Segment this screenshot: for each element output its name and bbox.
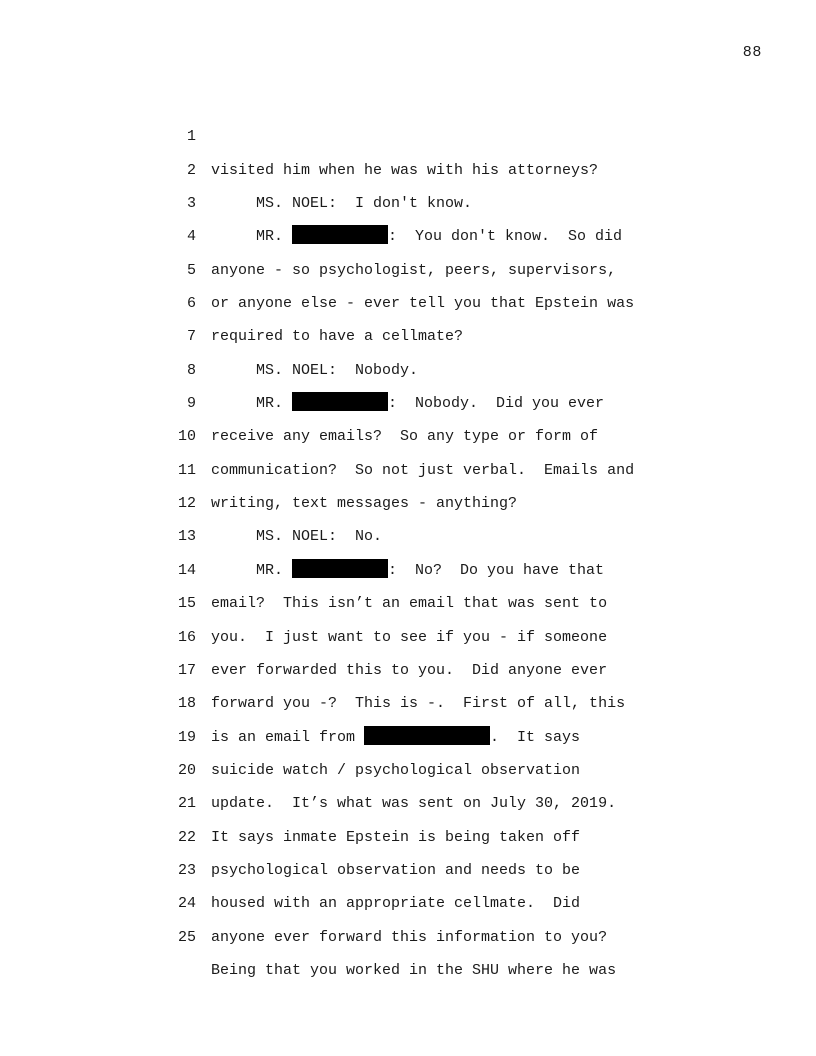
line-text: It says inmate Epstein is being taken off	[211, 828, 581, 846]
line-number: 9	[186, 395, 196, 413]
line-number: 13	[177, 528, 196, 546]
line-number: 20	[177, 761, 196, 779]
speaker-prefix: MR.	[211, 395, 293, 413]
line-number: 21	[177, 795, 196, 813]
line-text: communication? So not just verbal. Emails and	[211, 461, 635, 479]
line-number: 18	[177, 695, 196, 713]
line-number: 14	[177, 561, 196, 579]
line-number: 10	[177, 428, 196, 446]
line-number: 11	[177, 461, 196, 479]
line-number: 6	[186, 295, 196, 313]
line-remainder: . It says	[490, 728, 581, 746]
line-text: MS. NOEL: No.	[211, 528, 383, 546]
line-text: visited him when he was with his attorneys?	[211, 161, 599, 179]
line-number: 22	[177, 828, 196, 846]
line-text: receive any emails? So any type or form of	[211, 428, 599, 446]
line-number: 2	[186, 161, 196, 179]
line-text: update. It’s what was sent on July 30, 2019.	[211, 795, 617, 813]
line-remainder: : Nobody. Did you ever	[388, 395, 605, 413]
line-text: ever forwarded this to you. Did anyone ever	[211, 661, 608, 679]
line-text: required to have a cellmate?	[211, 328, 464, 346]
line-text: forward you -? This is -. First of all, this	[211, 695, 626, 713]
line-prefix: is an email from	[211, 728, 365, 746]
speaker-prefix: MR.	[211, 228, 293, 246]
line-number: 16	[177, 628, 196, 646]
line-number: 19	[177, 728, 196, 746]
line-text: MS. NOEL: I don't know.	[211, 195, 473, 213]
line-text: housed with an appropriate cellmate. Did	[211, 895, 581, 913]
line-text: or anyone else - ever tell you that Epstein was	[211, 295, 635, 313]
transcript-line	[0, 87, 816, 179]
transcript-body	[0, 87, 816, 979]
line-text: anyone ever forward this information to you?	[211, 928, 608, 946]
line-text: anyone - so psychologist, peers, supervisors,	[211, 261, 617, 279]
line-number: 8	[186, 361, 196, 379]
line-number: 24	[177, 895, 196, 913]
line-number: 3	[186, 195, 196, 213]
line-number: 4	[186, 228, 196, 246]
line-text: suicide watch / psychological observation	[211, 761, 581, 779]
line-number: 15	[177, 595, 196, 613]
line-text: you. I just want to see if you - if someone	[211, 628, 608, 646]
line-text: MS. NOEL: Nobody.	[211, 361, 419, 379]
line-text: email? This isn’t an email that was sent to	[211, 595, 608, 613]
speaker-prefix: MR.	[211, 561, 293, 579]
line-text: psychological observation and needs to be	[211, 861, 581, 879]
line-number: 25	[177, 928, 196, 946]
line-number: 23	[177, 861, 196, 879]
page-number: 88	[742, 44, 762, 61]
line-number: 17	[177, 661, 196, 679]
line-number: 1	[186, 128, 196, 146]
line-number: 12	[177, 495, 196, 513]
line-text: Being that you worked in the SHU where he was	[211, 961, 617, 979]
line-remainder: : No? Do you have that	[388, 561, 605, 579]
line-number: 5	[186, 261, 196, 279]
line-number: 7	[186, 328, 196, 346]
line-remainder: : You don't know. So did	[388, 228, 623, 246]
line-text: writing, text messages - anything?	[211, 495, 518, 513]
